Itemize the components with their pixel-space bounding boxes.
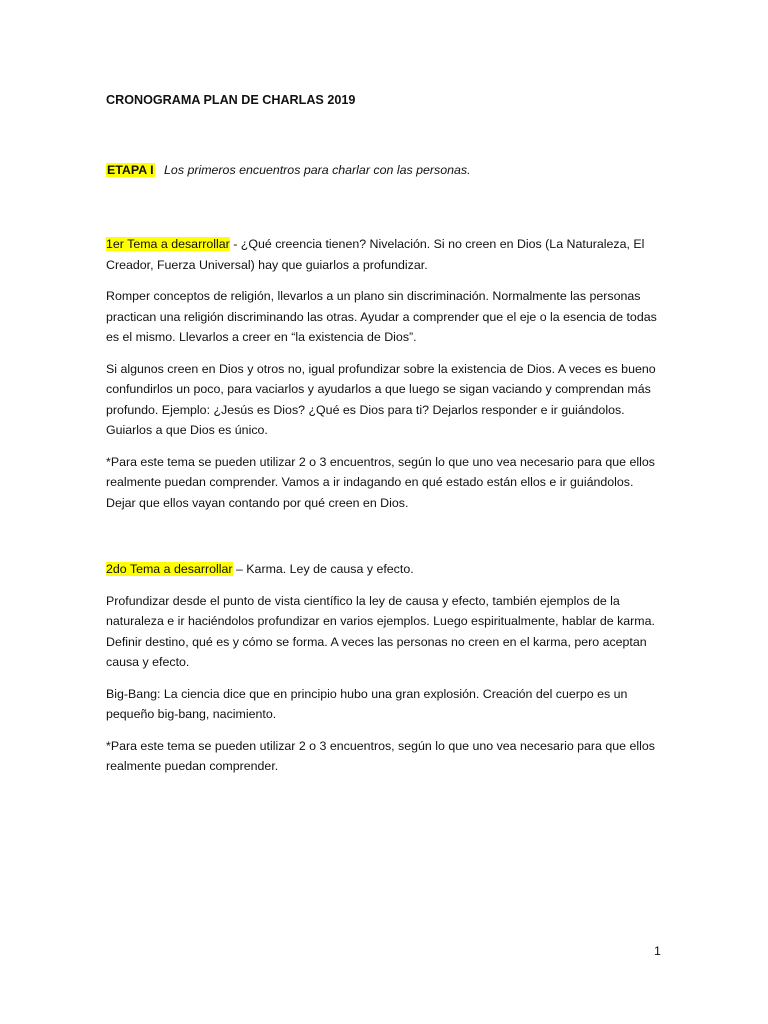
topic-1-heading: 1er Tema a desarrollar	[106, 237, 230, 251]
topic-1-paragraph-3: *Para este tema se pueden utilizar 2 o 3 encuentros, según lo que uno vea necesario para que ellos realmente puedan comprender. Vamos a ir indagando en qué estado están ellos e ir guiándolos. Dejar que ellos vayan contando por qué creen en Dios.	[106, 454, 655, 510]
document-body	[106, 90, 666, 788]
page-number: 1	[654, 944, 661, 958]
topic-1-paragraph-1: Romper conceptos de religión, llevarlos a un plano sin discriminación. Normalmente las personas practican una religión discriminando las otras. Ayudar a comprender que el eje o la esencia de todas es el mismo. Llevarlos a creer en “la existencia de Dios”.	[106, 289, 657, 344]
stage-label: ETAPA I	[107, 163, 154, 177]
stage-line	[106, 160, 666, 182]
topic-2-intro-paragraph	[106, 559, 666, 580]
topic-2-paragraph-3: *Para este tema se pueden utilizar 2 o 3 encuentros, según lo que uno vea necesario para que ellos realmente puedan comprender.	[106, 738, 655, 773]
topic-1-section	[106, 234, 666, 513]
topic-2-paragraph-1: Profundizar desde el punto de vista científico la ley de causa y efecto, también ejemplos de la naturaleza e ir haciéndolos profundizar en varios ejemplos. Luego espiritualmente, hablar de karma. Definir destino, qué es y cómo se forma. A veces las personas no creen en el karma, pero aceptan causa y efecto.	[106, 593, 655, 669]
stage-description: Los primeros encuentros para charlar con las personas.	[164, 163, 471, 177]
topic-2-intro: – Karma. Ley de causa y efecto.	[232, 562, 414, 576]
topic-2-section	[106, 559, 666, 777]
topic-2-paragraph-2: Big-Bang: La ciencia dice que en principio hubo una gran explosión. Creación del cuerpo es un pequeño big-bang, nacimiento.	[106, 686, 628, 721]
document-title: CRONOGRAMA PLAN DE CHARLAS 2019	[106, 93, 356, 107]
topic-1-intro: - ¿Qué creencia tienen? Nivelación. Si no creen en Dios (La Naturaleza, El Creador, Fuerza Universal) hay que guiarlos a profundizar.	[106, 237, 645, 272]
topic-2-heading: 2do Tema a desarrollar	[106, 562, 233, 576]
topic-1-paragraph-2: Si algunos creen en Dios y otros no, igual profundizar sobre la existencia de Dios. A veces es bueno confundirlos un poco, para vaciarlos y ayudarlos a que luego se sigan vaciando y comprendan más profundo. Ejemplo: ¿Jesús es Dios? ¿Qué es Dios para ti? Dejarlos responder e ir guiándolos. Guiarlos a que Dios es único.	[106, 361, 656, 437]
topic-1-intro-paragraph	[106, 234, 666, 275]
